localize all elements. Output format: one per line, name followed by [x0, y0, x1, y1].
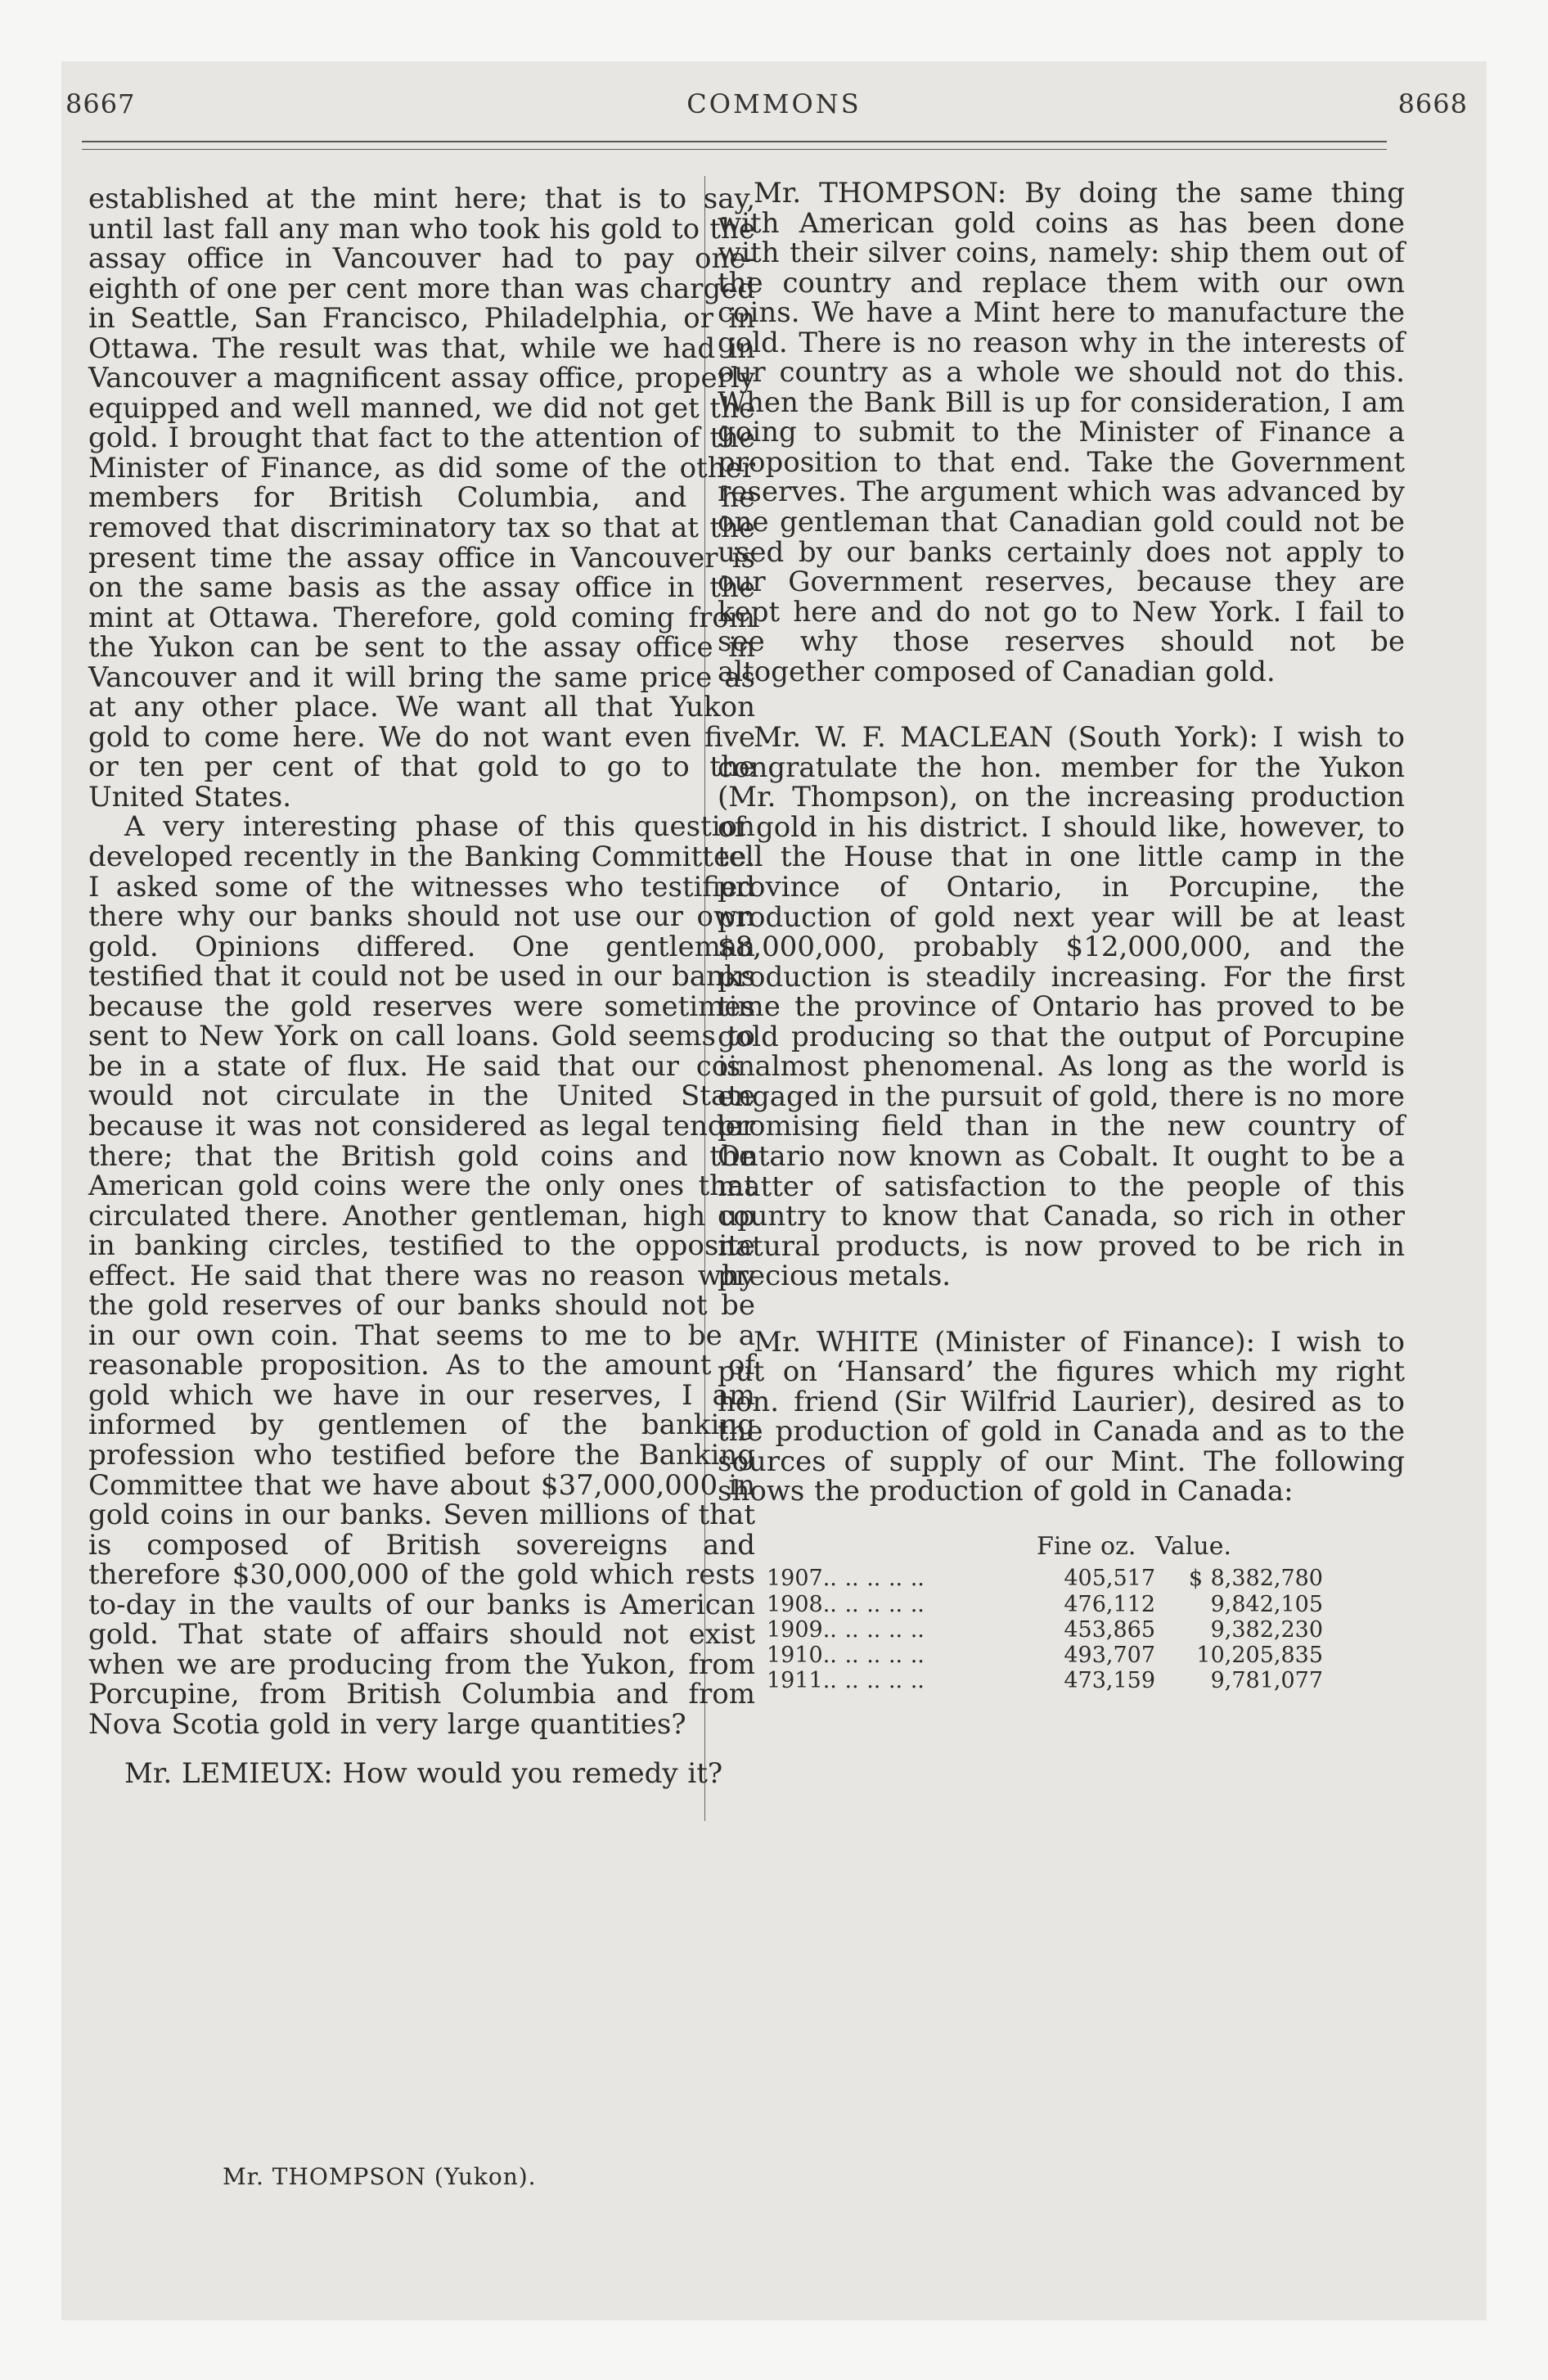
paragraph: Mr. WHITE (Minister of Finance): I wish to put on ‘Hansard’ the figures which my right hon. friend (Sir Wilfrid Laurier), desired as to the production of gold in Canada and as to the sources of supply of our Mint. The following shows the production of gold in Canada: — [718, 1325, 1405, 1508]
header-rule-thin — [82, 149, 1387, 150]
table-row — [767, 1617, 1323, 1643]
table-cell-value: 10,205,835 — [1196, 1642, 1323, 1668]
page-number-right: 8668 — [1397, 88, 1468, 119]
table-row — [767, 1643, 1323, 1668]
table-cell-oz: 453,865 — [1064, 1616, 1155, 1643]
table-cell-value: 9,781,077 — [1210, 1667, 1323, 1693]
table-cell-value: 9,382,230 — [1210, 1616, 1323, 1643]
paragraph: Mr. THOMPSON: By doing the same thing with American gold coins as has been done with their silver coins, namely: ship them out of the country and replace them with our own coins. We have a Mint here to manufacture the gold. There is no reason why in the interests of our country as a whole we should not do this. When the Bank Bill is up for consideration, I am going to submit to the Minister of Finance a proposition to that end. Take the Government reserves. The argument which was advanced by one gentleman that Canadian gold could not be used by our banks certainly does not apply to our Government reserves, because they are kept here and do not go to New York. I fail to see why those reserves should not be altogether composed of Canadian gold. — [718, 177, 1405, 688]
table-cell-year: 1908.. .. .. .. .. — [767, 1591, 925, 1617]
table-cell-year: 1911.. .. .. .. .. — [767, 1667, 925, 1693]
table-header-row — [767, 1533, 1323, 1566]
paragraph: established at the mint here; that is to say, until last fall any man who took his gold to the assay office in Vancouver had to pay one-eighth of one per cent more than was charged in Seattle, San Francisco, Philadelphia, or in Ottawa. The result was that, while we had in Vancouver a magnificent assay office, properly equipped and well manned, we did not get the gold. I brought that fact to the attention of the Minister of Finance, as did some of the other members for British Columbia, and he removed that discriminatory tax so that at the present time the assay office in Vancouver is on the same basis as the assay office in the mint at Ottawa. Therefore, gold coming from the Yukon can be sent to the assay office in Vancouver and it will bring the same price as at any other place. We want all that Yukon gold to come here. We do not want even five or ten per cent of that gold to go to the United States. — [88, 183, 755, 814]
table-header-value: Value. — [1155, 1531, 1232, 1561]
footer-speaker-label: Mr. THOMPSON (Yukon). — [223, 2163, 537, 2190]
paragraph: A very interesting phase of this question developed recently in the Banking Committee. I asked some of the witnesses who testified there why our banks should not use our own gold. Opinions differed. One gentleman testified that it could not be used in our banks because the gold reserves were sometimes sent to New York on call loans. Gold seems to be in a state of flux. He said that our coin would not circulate in the United State because it was not considered as legal tender there; that the British gold coins and the American gold coins were the only ones that circulated there. Another gentleman, high up in banking circles, testified to the opposite effect. He said that there was no reason why the gold reserves of our banks should not be in our own coin. That seems to me to be a reasonable proposition. As to the amount of gold which we have in our reserves, I am informed by gentlemen of the banking profession who testified before the Banking Committee that we have about $37,000,000 in gold coins in our banks. Seven millions of that is composed of British sovereigns and therefore $30,000,000 of the gold which rests to-day in the vaults of our banks is American gold. That state of affairs should not exist when we are producing from the Yukon, from Porcupine, from British Columbia and from Nova Scotia gold in very large quantities? — [88, 810, 755, 1741]
page-number-left: 8667 — [65, 88, 136, 119]
table-cell-oz: 493,707 — [1064, 1642, 1155, 1668]
table-cell-value: 9,842,105 — [1210, 1591, 1323, 1617]
header-rule — [82, 141, 1387, 142]
table-cell-oz: 405,517 — [1064, 1566, 1155, 1592]
page-title: COMMONS — [686, 88, 862, 119]
table-cell-value: $ 8,382,780 — [1188, 1566, 1323, 1592]
table-header-oz: Fine oz. — [1037, 1531, 1136, 1561]
table-cell-oz: 473,159 — [1064, 1667, 1155, 1693]
gold-production-table — [767, 1533, 1323, 1693]
table-cell-oz: 476,112 — [1064, 1591, 1155, 1617]
table-row — [767, 1592, 1323, 1617]
table-header-year — [767, 1533, 1037, 1566]
paragraph: Mr. LEMIEUX: How would you remedy it? — [124, 1757, 723, 1791]
table-cell-year: 1907.. .. .. .. .. — [767, 1566, 925, 1592]
left-column — [88, 184, 755, 1789]
table-cell-year: 1909.. .. .. .. .. — [767, 1616, 925, 1643]
right-column — [718, 178, 1405, 1693]
table-row — [767, 1566, 1323, 1591]
paragraph: Mr. W. F. MACLEAN (South York): I wish to congratulate the hon. member for the Yukon (Mr. Thompson), on the increasing production of gold in his district. I should like, however, to tell the House that in one little camp in the province of Ontario, in Porcupine, the production of gold next year will be at least $8,000,000, probably $12,000,000, and the production is steadily increasing. For the first time the province of Ontario has proved to be gold producing so that the output of Porcupine is almost phenomenal. As long as the world is engaged in the pursuit of gold, there is no more promising field than in the new country of Ontario now known as Cobalt. It ought to be a matter of satisfaction to the people of this country to know that Canada, so rich in other natural products, is now proved to be rich in precious metals. — [718, 721, 1405, 1293]
table-cell-year: 1910.. .. .. .. .. — [767, 1642, 925, 1668]
table-row — [767, 1668, 1323, 1693]
